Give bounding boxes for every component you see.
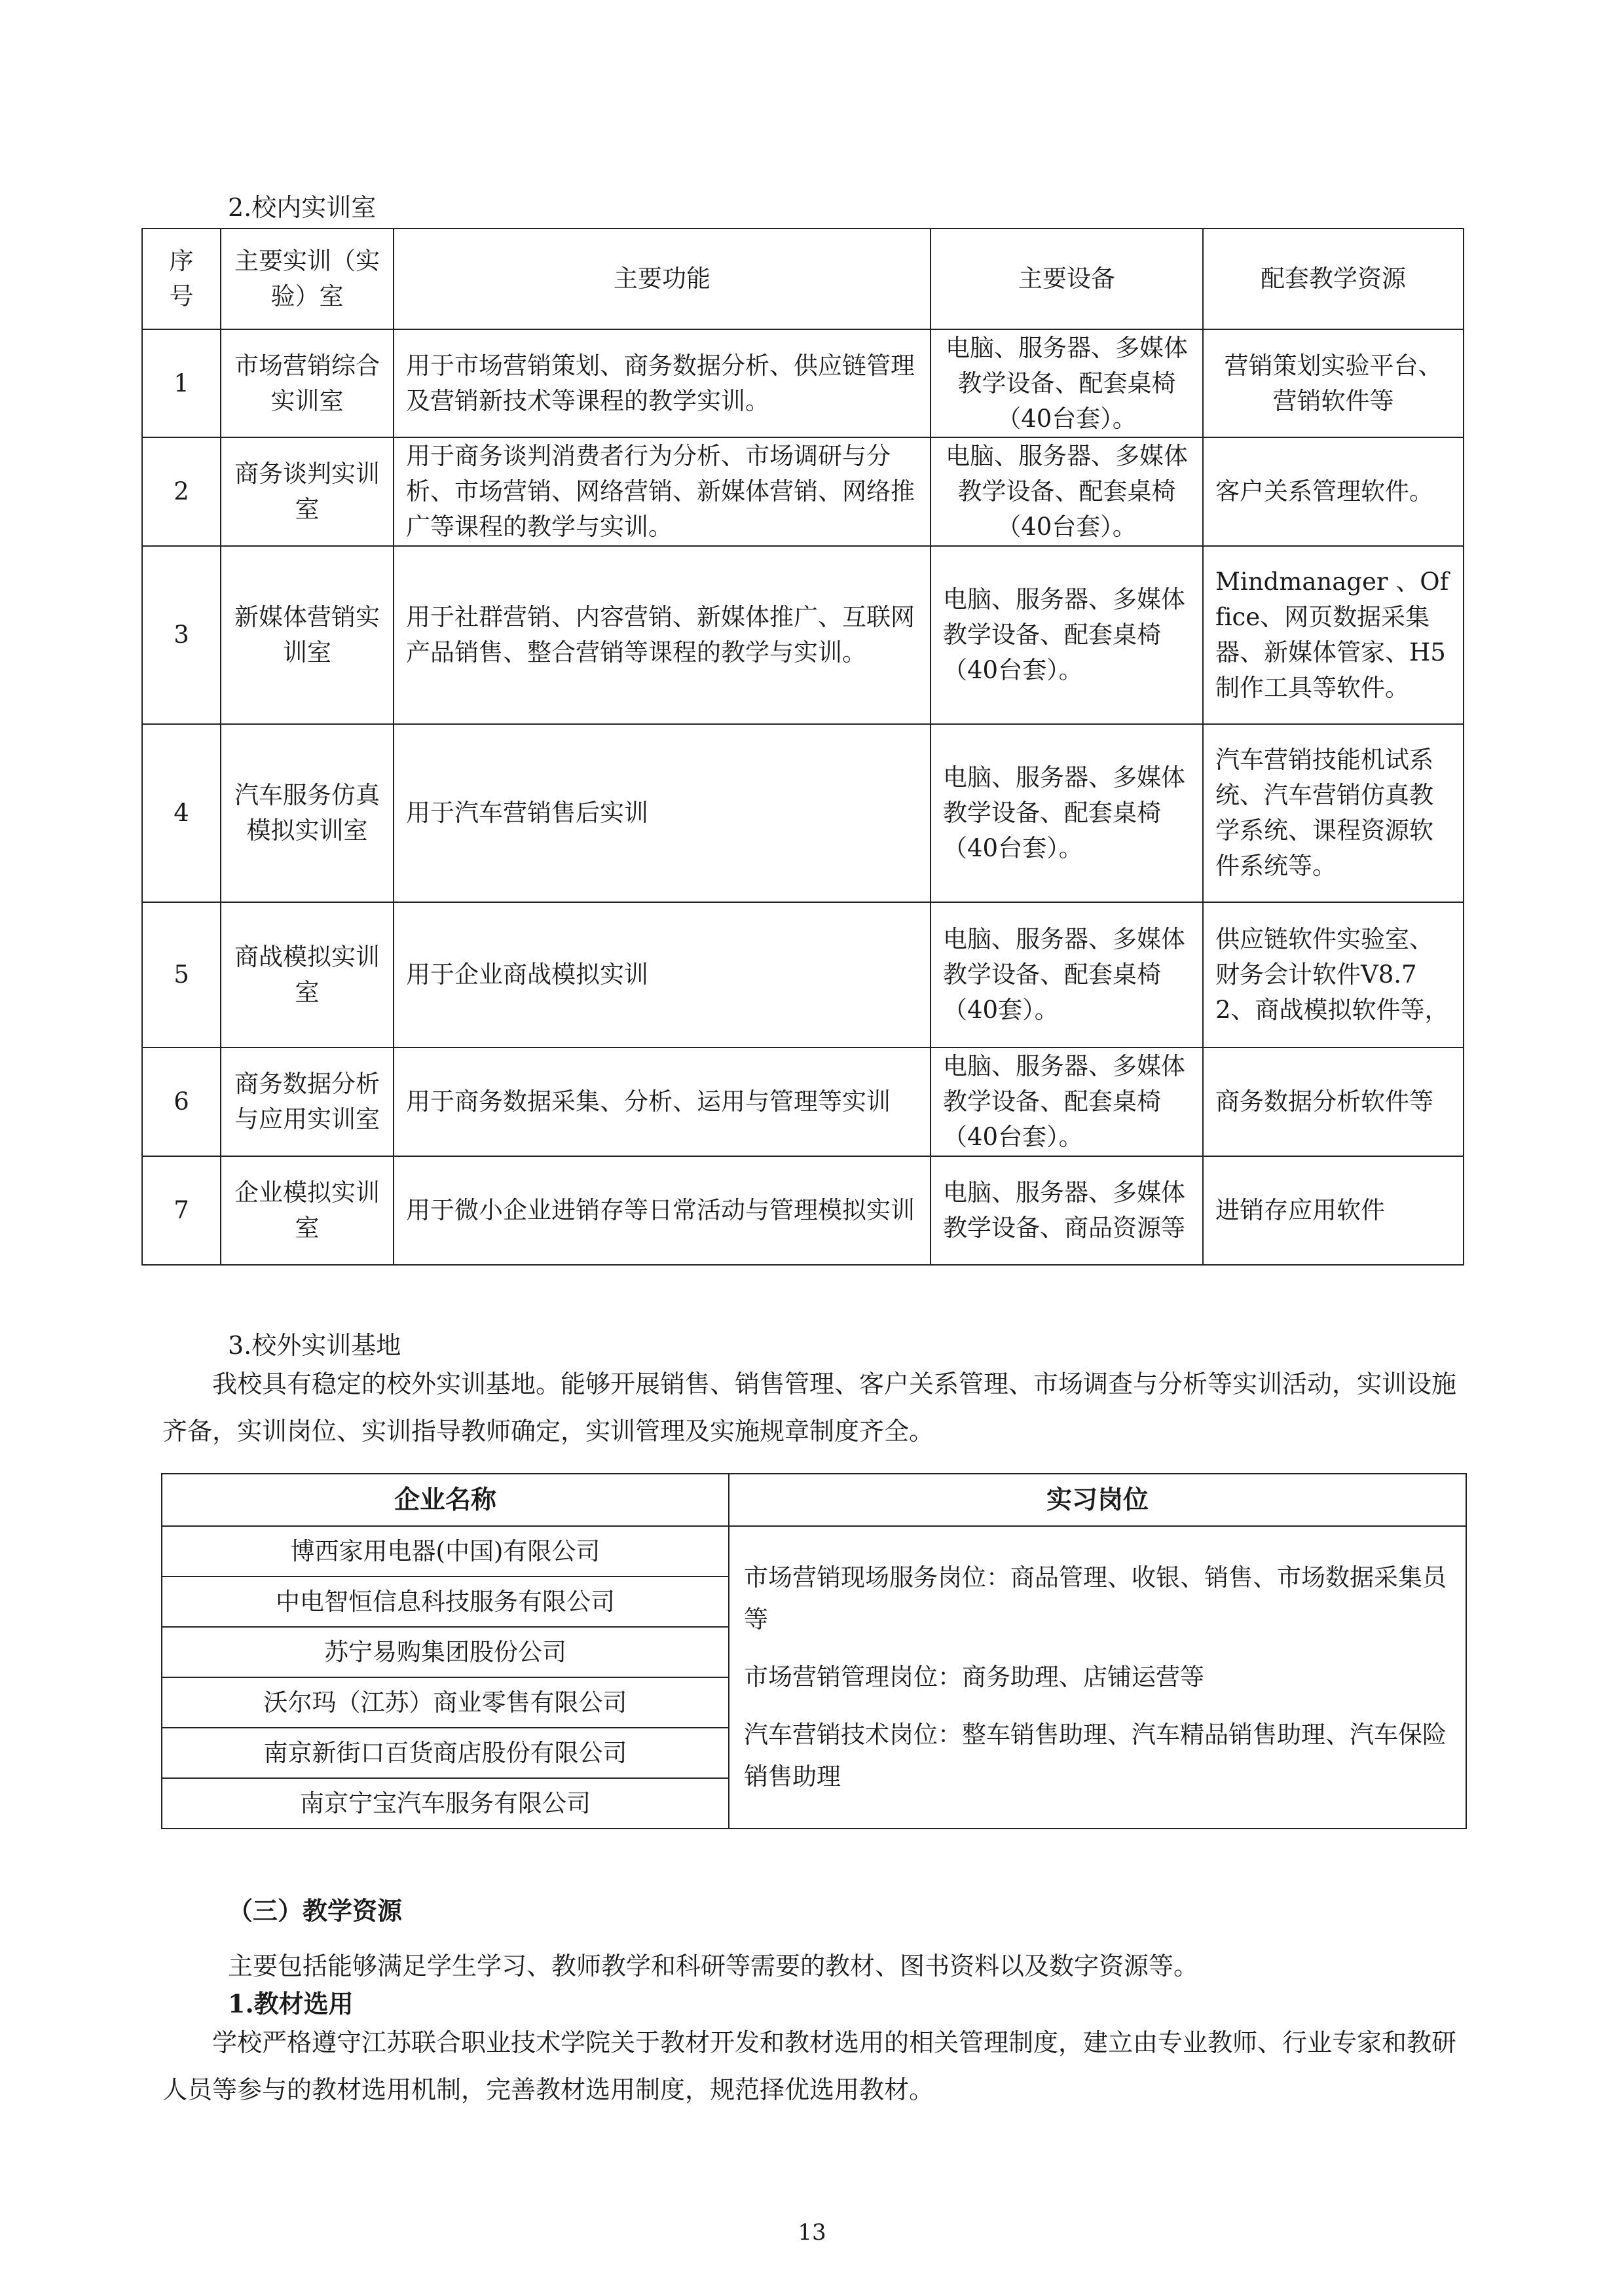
- base-table: [161, 1473, 1467, 1829]
- row-equipment: 电脑、服务器、多媒体教学设备、配套桌椅（40套）。: [931, 902, 1203, 1048]
- row-function: 用于商务谈判消费者行为分析、市场调研与分析、市场营销、网络营销、新媒体营销、网络推广等课程的教学与实训。: [394, 437, 931, 546]
- row-no: 3: [142, 546, 221, 724]
- header-function: 主要功能: [394, 228, 931, 329]
- row-function: 用于市场营销策划、商务数据分析、供应链管理及营销新技术等课程的教学实训。: [394, 329, 931, 437]
- table-row: [142, 437, 1464, 546]
- row-resources: 商务数据分析软件等: [1203, 1048, 1464, 1156]
- row-equipment: 电脑、服务器、多媒体教学设备、配套桌椅（40台套）。: [931, 1048, 1203, 1156]
- row-resources: Mindmanager 、Office、网页数据采集器、新媒体管家、H5 制作工具等软件。: [1203, 546, 1464, 724]
- company-name: 中电智恒信息科技服务有限公司: [162, 1576, 729, 1627]
- lab-table-header: [142, 228, 1464, 329]
- post-item: 汽车营销技术岗位：整车销售助理、汽车精品销售助理、汽车保险销售助理: [744, 1721, 1447, 1791]
- section-textbook-title: 1.教材选用: [228, 1989, 354, 2018]
- header-lab-name: 主要实训（实验）室: [221, 228, 394, 329]
- company-name: 南京宁宝汽车服务有限公司: [162, 1778, 729, 1829]
- lab-table: [141, 228, 1464, 1266]
- header-no: 序号: [142, 228, 221, 329]
- row-no: 1: [142, 329, 221, 437]
- row-no: 2: [142, 437, 221, 546]
- row-resources: 供应链软件实验室、财务会计软件V8.72、商战模拟软件等，: [1203, 902, 1464, 1048]
- header-resources: 配套教学资源: [1203, 228, 1464, 329]
- company-name: 博西家用电器(中国)有限公司: [162, 1526, 729, 1576]
- row-resources: 客户关系管理软件。: [1203, 437, 1464, 546]
- table-row: [162, 1526, 1466, 1576]
- row-function: 用于汽车营销售后实训: [394, 724, 931, 902]
- section-resources-title: （三）教学资源: [228, 1896, 403, 1925]
- row-lab-name: 商务谈判实训室: [221, 437, 394, 546]
- row-equipment: 电脑、服务器、多媒体教学设备、配套桌椅（40台套）。: [931, 546, 1203, 724]
- section-base-paragraph: 我校具有稳定的校外实训基地。能够开展销售、销售管理、客户关系管理、市场调查与分析等实训活动，实训设施齐备，实训岗位、实训指导教师确定，实训管理及实施规章制度齐全。: [162, 1370, 1457, 1446]
- section-base-title: 3.校外实训基地: [228, 1331, 401, 1360]
- table-row: [142, 902, 1464, 1048]
- header-equipment: 主要设备: [931, 228, 1203, 329]
- row-lab-name: 商战模拟实训室: [221, 902, 394, 1048]
- post-item: 市场营销管理岗位：商务助理、店铺运营等: [744, 1663, 1204, 1691]
- post-item: 市场营销现场服务岗位：商品管理、收银、销售、市场数据采集员等: [744, 1563, 1447, 1633]
- row-function: 用于企业商战模拟实训: [394, 902, 931, 1048]
- header-company: 企业名称: [162, 1474, 729, 1526]
- row-function: 用于微小企业进销存等日常活动与管理模拟实训: [394, 1156, 931, 1265]
- section-lab-title: 2.校内实训室: [228, 193, 377, 222]
- row-function: 用于商务数据采集、分析、运用与管理等实训: [394, 1048, 931, 1156]
- page-number: 13: [798, 2219, 826, 2246]
- company-name: 沃尔玛（江苏）商业零售有限公司: [162, 1677, 729, 1728]
- row-no: 4: [142, 724, 221, 902]
- internship-posts: [729, 1526, 1466, 1829]
- row-function: 用于社群营销、内容营销、新媒体推广、互联网产品销售、整合营销等课程的教学与实训。: [394, 546, 931, 724]
- table-row: [142, 546, 1464, 724]
- row-no: 6: [142, 1048, 221, 1156]
- row-no: 5: [142, 902, 221, 1048]
- row-resources: 汽车营销技能机试系统、汽车营销仿真教学系统、课程资源软件系统等。: [1203, 724, 1464, 902]
- row-no: 7: [142, 1156, 221, 1265]
- row-equipment: 电脑、服务器、多媒体教学设备、商品资源等: [931, 1156, 1203, 1265]
- base-table-header: [162, 1474, 1466, 1526]
- row-resources: 进销存应用软件: [1203, 1156, 1464, 1265]
- row-equipment: 电脑、服务器、多媒体教学设备、配套桌椅（40台套）。: [931, 329, 1203, 437]
- company-name: 南京新街口百货商店股份有限公司: [162, 1728, 729, 1778]
- row-lab-name: 汽车服务仿真模拟实训室: [221, 724, 394, 902]
- row-lab-name: 商务数据分析与应用实训室: [221, 1048, 394, 1156]
- table-row: [142, 1048, 1464, 1156]
- row-lab-name: 新媒体营销实训室: [221, 546, 394, 724]
- row-resources: 营销策划实验平台、营销软件等: [1203, 329, 1464, 437]
- row-lab-name: 企业模拟实训室: [221, 1156, 394, 1265]
- section-resources-paragraph: 主要包括能够满足学生学习、教师教学和科研等需要的教材、图书资料以及数字资源等。: [228, 1952, 1199, 1980]
- row-equipment: 电脑、服务器、多媒体教学设备、配套桌椅（40台套）。: [931, 724, 1203, 902]
- section-textbook-paragraph: 学校严格遵守江苏联合职业技术学院关于教材开发和教材选用的相关管理制度，建立由专业教师、行业专家和教研人员等参与的教材选用机制，完善教材选用制度，规范择优选用教材。: [162, 2028, 1457, 2104]
- table-row: [142, 1156, 1464, 1265]
- row-lab-name: 市场营销综合实训室: [221, 329, 394, 437]
- table-row: [142, 724, 1464, 902]
- table-row: [142, 329, 1464, 437]
- header-post: 实习岗位: [729, 1474, 1466, 1526]
- company-name: 苏宁易购集团股份公司: [162, 1627, 729, 1677]
- row-equipment: 电脑、服务器、多媒体教学设备、配套桌椅（40台套）。: [931, 437, 1203, 546]
